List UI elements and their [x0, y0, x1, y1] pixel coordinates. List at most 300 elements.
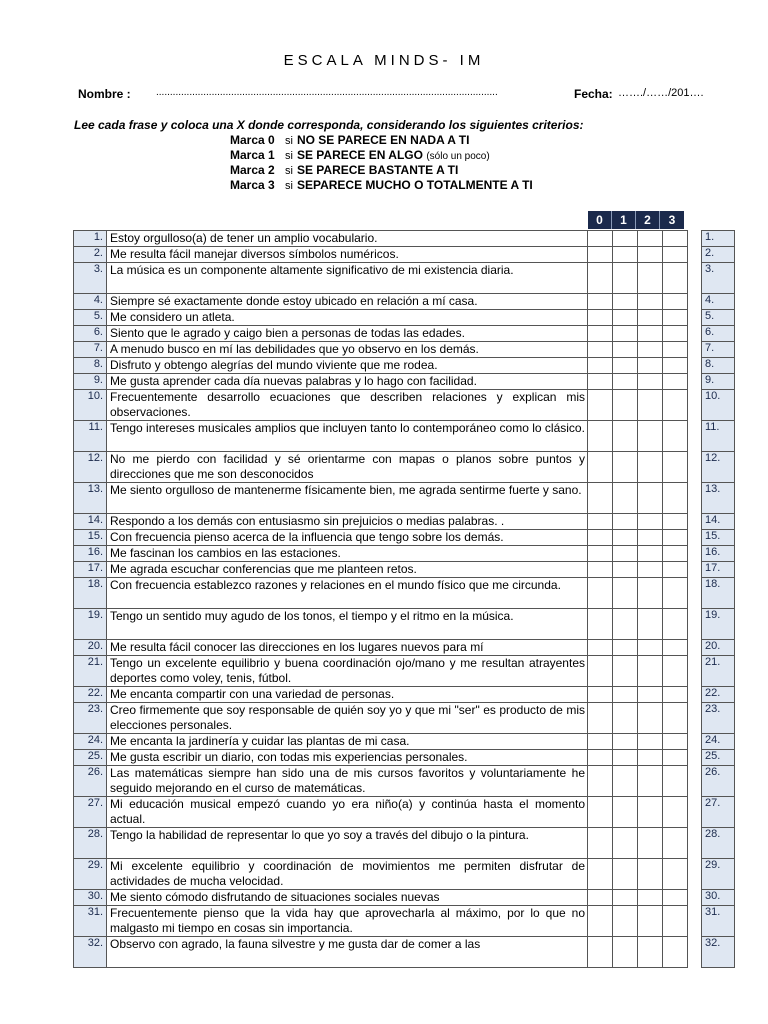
answer-cell-2[interactable]: [638, 514, 663, 530]
answer-cell-0[interactable]: [588, 390, 613, 421]
answer-cell-1[interactable]: [613, 734, 638, 750]
answer-cell-3[interactable]: [663, 483, 688, 514]
item-text: Las matemáticas siempre han sido una de mis cursos favoritos y voluntariamente he seguido mejorando en el curso de matemáticas.: [107, 766, 588, 797]
item-text: Tengo intereses musicales amplios que incluyen tanto lo contemporáneo como lo clásico.: [107, 421, 588, 452]
item-text: Siento que le agrado y caigo bien a personas de todas las edades.: [107, 326, 588, 342]
item-number-right: 11.: [702, 421, 735, 452]
item-number-right: 3.: [702, 263, 735, 294]
item-number-right: 18.: [702, 578, 735, 609]
table-row: [74, 859, 735, 890]
answer-cell-3[interactable]: [663, 374, 688, 390]
table-row: [74, 797, 735, 828]
answer-cell-1[interactable]: [613, 452, 638, 483]
item-number-right: 2.: [702, 247, 735, 263]
gap-cell: [688, 483, 702, 514]
date-field[interactable]: ……./……/201….: [618, 87, 704, 99]
table-row: [74, 578, 735, 609]
answer-cell-1[interactable]: [613, 421, 638, 452]
item-text: Estoy orgulloso(a) de tener un amplio vocabulario.: [107, 231, 588, 247]
item-text: Me encanta compartir con una variedad de personas.: [107, 687, 588, 703]
criteria-mark: Marca 0: [230, 133, 275, 147]
answer-cell-2[interactable]: [638, 656, 663, 687]
item-number-right: 24.: [702, 734, 735, 750]
answer-cell-0[interactable]: [588, 609, 613, 640]
criteria-item: [230, 148, 533, 163]
item-text: Con frecuencia establezco razones y relaciones en el mundo físico que me circunda.: [107, 578, 588, 609]
item-number-right: 6.: [702, 326, 735, 342]
table-row: [74, 374, 735, 390]
answer-cell-2[interactable]: [638, 859, 663, 890]
item-text: Respondo a los demás con entusiasmo sin prejuicios o medias palabras. .: [107, 514, 588, 530]
answer-cell-2[interactable]: [638, 358, 663, 374]
item-number-right: 10.: [702, 390, 735, 421]
answer-cell-0[interactable]: [588, 797, 613, 828]
item-number-right: 27.: [702, 797, 735, 828]
gap-cell: [688, 750, 702, 766]
answer-cell-2[interactable]: [638, 231, 663, 247]
answer-cell-1[interactable]: [613, 578, 638, 609]
answer-cell-1[interactable]: [613, 390, 638, 421]
answer-cell-3[interactable]: [663, 687, 688, 703]
answer-cell-0[interactable]: [588, 530, 613, 546]
answer-cell-3[interactable]: [663, 342, 688, 358]
gap-cell: [688, 609, 702, 640]
item-number: 4.: [74, 294, 107, 310]
criteria-si: si: [285, 165, 293, 177]
criteria-item: [230, 178, 533, 193]
answer-cell-1[interactable]: [613, 546, 638, 562]
item-number-right: 4.: [702, 294, 735, 310]
answer-cell-0[interactable]: [588, 326, 613, 342]
answer-cell-2[interactable]: [638, 374, 663, 390]
item-text: Frecuentemente pienso que la vida hay que aprovecharla al máximo, por lo que no malgasto mi tiempo en cosas sin importancia.: [107, 906, 588, 937]
table-row: [74, 390, 735, 421]
item-number: 22.: [74, 687, 107, 703]
gap-cell: [688, 294, 702, 310]
answer-cell-2[interactable]: [638, 390, 663, 421]
answer-cell-1[interactable]: [613, 656, 638, 687]
score-header-3: 3: [660, 211, 684, 229]
item-number: 7.: [74, 342, 107, 358]
answer-cell-0[interactable]: [588, 734, 613, 750]
answer-cell-1[interactable]: [613, 828, 638, 859]
answer-cell-0[interactable]: [588, 859, 613, 890]
answer-cell-0[interactable]: [588, 342, 613, 358]
answer-cell-0[interactable]: [588, 750, 613, 766]
table-row: [74, 231, 735, 247]
answer-cell-0[interactable]: [588, 231, 613, 247]
score-header-0: 0: [588, 211, 612, 229]
answer-cell-1[interactable]: [613, 609, 638, 640]
answer-cell-2[interactable]: [638, 247, 663, 263]
item-text: Disfruto y obtengo alegrías del mundo viviente que me rodea.: [107, 358, 588, 374]
answer-cell-1[interactable]: [613, 374, 638, 390]
answer-cell-0[interactable]: [588, 578, 613, 609]
answer-cell-2[interactable]: [638, 326, 663, 342]
score-column-headers: [588, 211, 684, 229]
answer-cell-3[interactable]: [663, 247, 688, 263]
item-number-right: 25.: [702, 750, 735, 766]
item-number: 26.: [74, 766, 107, 797]
answer-cell-2[interactable]: [638, 703, 663, 734]
item-number-right: 23.: [702, 703, 735, 734]
gap-cell: [688, 452, 702, 483]
answer-cell-3[interactable]: [663, 890, 688, 906]
gap-cell: [688, 374, 702, 390]
item-number-right: 14.: [702, 514, 735, 530]
name-date-row: [78, 87, 718, 103]
answer-cell-2[interactable]: [638, 530, 663, 546]
answer-cell-2[interactable]: [638, 828, 663, 859]
answer-cell-3[interactable]: [663, 514, 688, 530]
gap-cell: [688, 358, 702, 374]
answer-cell-1[interactable]: [613, 358, 638, 374]
answer-cell-3[interactable]: [663, 562, 688, 578]
answer-cell-0[interactable]: [588, 421, 613, 452]
answer-cell-1[interactable]: [613, 687, 638, 703]
answer-cell-2[interactable]: [638, 766, 663, 797]
answer-cell-1[interactable]: [613, 263, 638, 294]
item-number-right: 32.: [702, 937, 735, 968]
item-number: 12.: [74, 452, 107, 483]
table-row: [74, 609, 735, 640]
answer-cell-2[interactable]: [638, 294, 663, 310]
answer-cell-0[interactable]: [588, 358, 613, 374]
answer-cell-2[interactable]: [638, 578, 663, 609]
item-text: Me siento orgulloso de mantenerme físicamente bien, me agrada sentirme fuerte y sano.: [107, 483, 588, 514]
table-row: [74, 483, 735, 514]
answer-cell-2[interactable]: [638, 640, 663, 656]
answer-cell-3[interactable]: [663, 452, 688, 483]
criteria-item: [230, 133, 533, 148]
answer-cell-1[interactable]: [613, 937, 638, 968]
gap-cell: [688, 687, 702, 703]
criteria-description: SE PARECE EN ALGO: [296, 148, 423, 162]
item-text: A menudo busco en mí las debilidades que yo observo en los demás.: [107, 342, 588, 358]
answer-cell-2[interactable]: [638, 452, 663, 483]
table-row: [74, 703, 735, 734]
answer-cell-3[interactable]: [663, 358, 688, 374]
criteria-si: si: [285, 150, 293, 162]
answer-cell-3[interactable]: [663, 530, 688, 546]
answer-cell-0[interactable]: [588, 890, 613, 906]
item-text: Mi excelente equilibrio y coordinación de movimientos me permiten disfrutar de actividades de mucha velocidad.: [107, 859, 588, 890]
table-row: [74, 734, 735, 750]
item-number: 30.: [74, 890, 107, 906]
answer-cell-3[interactable]: [663, 263, 688, 294]
item-number-right: 7.: [702, 342, 735, 358]
item-number: 24.: [74, 734, 107, 750]
table-row: [74, 514, 735, 530]
item-number-right: 16.: [702, 546, 735, 562]
item-text: Me resulta fácil conocer las direcciones en los lugares nuevos para mí: [107, 640, 588, 656]
table-row: [74, 342, 735, 358]
table-row: [74, 828, 735, 859]
answer-cell-0[interactable]: [588, 374, 613, 390]
item-number: 2.: [74, 247, 107, 263]
gap-cell: [688, 326, 702, 342]
criteria-si: si: [285, 180, 293, 192]
table-row: [74, 294, 735, 310]
item-text: Siempre sé exactamente donde estoy ubicado en relación a mí casa.: [107, 294, 588, 310]
gap-cell: [688, 656, 702, 687]
answer-cell-0[interactable]: [588, 703, 613, 734]
answer-cell-2[interactable]: [638, 562, 663, 578]
table-row: [74, 263, 735, 294]
table-row: [74, 358, 735, 374]
item-text: Me gusta escribir un diario, con todas mis experiencias personales.: [107, 750, 588, 766]
answer-cell-0[interactable]: [588, 263, 613, 294]
table-row: [74, 656, 735, 687]
table-row: [74, 906, 735, 937]
item-number-right: 15.: [702, 530, 735, 546]
item-text: Me gusta aprender cada día nuevas palabras y lo hago con facilidad.: [107, 374, 588, 390]
answer-cell-3[interactable]: [663, 546, 688, 562]
table-row: [74, 326, 735, 342]
instructions: Lee cada frase y coloca una X donde corresponda, considerando los siguientes criterios:: [74, 118, 584, 132]
answer-cell-1[interactable]: [613, 231, 638, 247]
table-row: [74, 640, 735, 656]
item-number-right: 1.: [702, 231, 735, 247]
gap-cell: [688, 734, 702, 750]
answer-cell-2[interactable]: [638, 797, 663, 828]
item-number: 20.: [74, 640, 107, 656]
gap-cell: [688, 263, 702, 294]
answer-cell-3[interactable]: [663, 231, 688, 247]
gap-cell: [688, 390, 702, 421]
answer-cell-1[interactable]: [613, 310, 638, 326]
item-number: 3.: [74, 263, 107, 294]
answer-cell-2[interactable]: [638, 906, 663, 937]
answer-cell-2[interactable]: [638, 890, 663, 906]
answer-cell-1[interactable]: [613, 766, 638, 797]
item-text: Me resulta fácil manejar diversos símbolos numéricos.: [107, 247, 588, 263]
answer-cell-2[interactable]: [638, 342, 663, 358]
answer-cell-3[interactable]: [663, 703, 688, 734]
questionnaire-table: [73, 230, 735, 968]
item-number: 23.: [74, 703, 107, 734]
answer-cell-2[interactable]: [638, 421, 663, 452]
answer-cell-1[interactable]: [613, 890, 638, 906]
item-text: La música es un componente altamente significativo de mi existencia diaria.: [107, 263, 588, 294]
criteria-mark: Marca 2: [230, 163, 275, 177]
table-row: [74, 546, 735, 562]
item-text: Me siento cómodo disfrutando de situaciones sociales nuevas: [107, 890, 588, 906]
table-row: [74, 247, 735, 263]
item-number-right: 28.: [702, 828, 735, 859]
answer-cell-2[interactable]: [638, 483, 663, 514]
gap-cell: [688, 578, 702, 609]
answer-cell-1[interactable]: [613, 797, 638, 828]
item-number-right: 22.: [702, 687, 735, 703]
answer-cell-3[interactable]: [663, 656, 688, 687]
answer-cell-0[interactable]: [588, 656, 613, 687]
table-row: [74, 766, 735, 797]
gap-cell: [688, 421, 702, 452]
item-number-right: 26.: [702, 766, 735, 797]
item-number: 27.: [74, 797, 107, 828]
item-text: Observo con agrado, la fauna silvestre y me gusta dar de comer a las: [107, 937, 588, 968]
gap-cell: [688, 514, 702, 530]
table-row: [74, 687, 735, 703]
table-row: [74, 452, 735, 483]
answer-cell-3[interactable]: [663, 421, 688, 452]
criteria-description: NO SE PARECE EN NADA A TI: [296, 133, 470, 147]
item-number-right: 5.: [702, 310, 735, 326]
answer-cell-0[interactable]: [588, 452, 613, 483]
table-row: [74, 562, 735, 578]
answer-cell-1[interactable]: [613, 703, 638, 734]
answer-cell-2[interactable]: [638, 310, 663, 326]
answer-cell-3[interactable]: [663, 609, 688, 640]
answer-cell-2[interactable]: [638, 263, 663, 294]
answer-cell-3[interactable]: [663, 828, 688, 859]
answer-cell-1[interactable]: [613, 750, 638, 766]
item-number: 10.: [74, 390, 107, 421]
answer-cell-3[interactable]: [663, 937, 688, 968]
answer-cell-0[interactable]: [588, 828, 613, 859]
item-number: 13.: [74, 483, 107, 514]
gap-cell: [688, 797, 702, 828]
criteria-list: [230, 133, 533, 193]
answer-cell-3[interactable]: [663, 390, 688, 421]
answer-cell-3[interactable]: [663, 640, 688, 656]
table-row: [74, 890, 735, 906]
item-number: 32.: [74, 937, 107, 968]
answer-cell-1[interactable]: [613, 530, 638, 546]
gap-cell: [688, 562, 702, 578]
criteria-item: [230, 163, 533, 178]
item-text: Con frecuencia pienso acerca de la influencia que tengo sobre los demás.: [107, 530, 588, 546]
answer-cell-3[interactable]: [663, 578, 688, 609]
answer-cell-0[interactable]: [588, 294, 613, 310]
gap-cell: [688, 703, 702, 734]
item-number-right: 30.: [702, 890, 735, 906]
answer-cell-0[interactable]: [588, 640, 613, 656]
item-text: Tengo un excelente equilibrio y buena coordinación ojo/mano y me resultan atrayentes deportes como voley, tenis, fútbol.: [107, 656, 588, 687]
answer-cell-3[interactable]: [663, 906, 688, 937]
answer-cell-3[interactable]: [663, 766, 688, 797]
item-number: 8.: [74, 358, 107, 374]
answer-cell-1[interactable]: [613, 294, 638, 310]
gap-cell: [688, 937, 702, 968]
answer-cell-3[interactable]: [663, 750, 688, 766]
answer-cell-3[interactable]: [663, 734, 688, 750]
answer-cell-1[interactable]: [613, 342, 638, 358]
answer-cell-2[interactable]: [638, 734, 663, 750]
table-row: [74, 421, 735, 452]
item-number: 29.: [74, 859, 107, 890]
score-header-2: 2: [636, 211, 660, 229]
item-text: Me encanta la jardinería y cuidar las plantas de mi casa.: [107, 734, 588, 750]
item-number: 21.: [74, 656, 107, 687]
gap-cell: [688, 766, 702, 797]
item-text: No me pierdo con facilidad y sé orientarme con mapas o planos sobre puntos y direcciones que me son desconocidos: [107, 452, 588, 483]
item-number-right: 12.: [702, 452, 735, 483]
answer-cell-1[interactable]: [613, 483, 638, 514]
item-number: 9.: [74, 374, 107, 390]
item-text: Tengo un sentido muy agudo de los tonos, el tiempo y el ritmo en la música.: [107, 609, 588, 640]
criteria-description: SE PARECE BASTANTE A TI: [296, 163, 459, 177]
item-text: Creo firmemente que soy responsable de quién soy yo y que mi "ser" es producto de mis elecciones personales.: [107, 703, 588, 734]
item-text: Me fascinan los cambios en las estaciones.: [107, 546, 588, 562]
gap-cell: [688, 828, 702, 859]
answer-cell-0[interactable]: [588, 687, 613, 703]
table-row: [74, 937, 735, 968]
answer-cell-0[interactable]: [588, 562, 613, 578]
answer-cell-0[interactable]: [588, 766, 613, 797]
item-number: 19.: [74, 609, 107, 640]
answer-cell-2[interactable]: [638, 750, 663, 766]
answer-cell-1[interactable]: [613, 906, 638, 937]
item-number-right: 20.: [702, 640, 735, 656]
answer-cell-3[interactable]: [663, 310, 688, 326]
item-number: 15.: [74, 530, 107, 546]
answer-cell-3[interactable]: [663, 294, 688, 310]
answer-cell-0[interactable]: [588, 483, 613, 514]
item-number: 1.: [74, 231, 107, 247]
date-label: Fecha:: [574, 87, 613, 101]
answer-cell-2[interactable]: [638, 937, 663, 968]
gap-cell: [688, 859, 702, 890]
answer-cell-1[interactable]: [613, 247, 638, 263]
gap-cell: [688, 546, 702, 562]
item-number: 6.: [74, 326, 107, 342]
name-field[interactable]: ...........................................................................................................................: [156, 87, 498, 98]
gap-cell: [688, 231, 702, 247]
answer-cell-3[interactable]: [663, 797, 688, 828]
answer-cell-0[interactable]: [588, 247, 613, 263]
item-number: 5.: [74, 310, 107, 326]
item-number: 18.: [74, 578, 107, 609]
criteria-mark: Marca 1: [230, 148, 275, 162]
answer-cell-0[interactable]: [588, 906, 613, 937]
answer-cell-3[interactable]: [663, 326, 688, 342]
answer-cell-1[interactable]: [613, 859, 638, 890]
item-number: 14.: [74, 514, 107, 530]
answer-cell-2[interactable]: [638, 546, 663, 562]
gap-cell: [688, 640, 702, 656]
item-text: Me agrada escuchar conferencias que me planteen retos.: [107, 562, 588, 578]
item-number: 28.: [74, 828, 107, 859]
criteria-mark: Marca 3: [230, 178, 275, 192]
item-number: 11.: [74, 421, 107, 452]
answer-cell-0[interactable]: [588, 310, 613, 326]
answer-cell-0[interactable]: [588, 546, 613, 562]
answer-cell-0[interactable]: [588, 937, 613, 968]
answer-cell-2[interactable]: [638, 609, 663, 640]
criteria-note: (sólo un poco): [426, 151, 490, 162]
answer-cell-1[interactable]: [613, 562, 638, 578]
item-number-right: 8.: [702, 358, 735, 374]
table-row: [74, 530, 735, 546]
item-number: 31.: [74, 906, 107, 937]
table-row: [74, 750, 735, 766]
item-number: 25.: [74, 750, 107, 766]
answer-cell-1[interactable]: [613, 326, 638, 342]
item-text: Me considero un atleta.: [107, 310, 588, 326]
item-text: Frecuentemente desarrollo ecuaciones que describen relaciones y explican mis observaciones.: [107, 390, 588, 421]
table-row: [74, 310, 735, 326]
answer-cell-3[interactable]: [663, 859, 688, 890]
item-number-right: 9.: [702, 374, 735, 390]
answer-cell-2[interactable]: [638, 687, 663, 703]
item-number-right: 13.: [702, 483, 735, 514]
gap-cell: [688, 310, 702, 326]
answer-cell-1[interactable]: [613, 514, 638, 530]
answer-cell-1[interactable]: [613, 640, 638, 656]
answer-cell-0[interactable]: [588, 514, 613, 530]
